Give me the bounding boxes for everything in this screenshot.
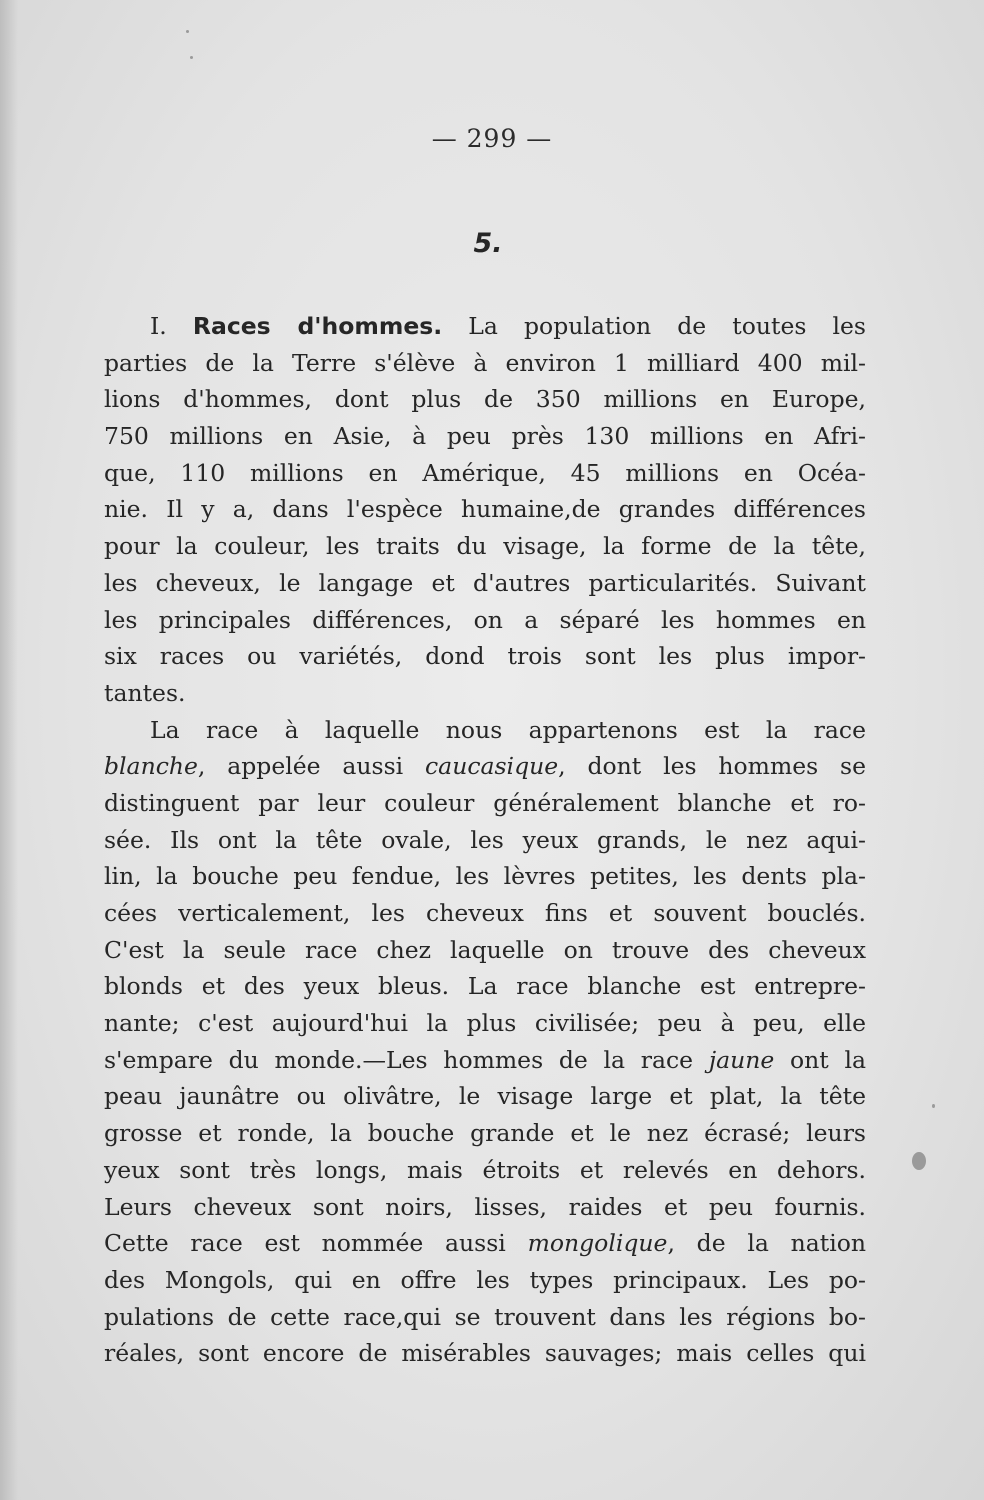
text-line: blanche, appelée aussi caucasique, dont les hommes se <box>104 752 866 781</box>
text-line: nie. Il y a, dans l'espèce humaine,de grandes différences <box>104 495 866 524</box>
text-line: parties de la Terre s'élève à environ 1 milliard 400 mil- <box>104 348 866 377</box>
text-line: s'empare du monde.—Les hommes de la race jaune ont la <box>104 1045 866 1074</box>
section-number: 5. <box>473 228 503 259</box>
text-line: pulations de cette race,qui se trouvent dans les régions bo- <box>104 1302 866 1331</box>
text-line: C'est la seule race chez laquelle on trouve des cheveux <box>104 935 866 964</box>
text-body <box>104 308 866 1372</box>
text-line: Leurs cheveux sont noirs, lisses, raides et peu fournis. <box>104 1192 866 1221</box>
text-line: La race à laquelle nous appartenons est la race <box>150 715 866 744</box>
italic-term: jaune <box>708 1045 775 1074</box>
italic-term: caucasique <box>425 752 559 781</box>
text-line: des Mongols, qui en offre les types principaux. Les po- <box>104 1265 866 1294</box>
text-line: nante; c'est aujourd'hui la plus civilisée; peu à peu, elle <box>104 1009 866 1038</box>
section-heading: Races d'hommes. <box>192 312 443 340</box>
gutter-shadow <box>0 0 18 1500</box>
text-line: distinguent par leur couleur généralement blanche et ro- <box>104 788 866 817</box>
text-line: grosse et ronde, la bouche grande et le nez écrasé; leurs <box>104 1119 866 1148</box>
text-line: cées verticalement, les cheveux fins et souvent bouclés. <box>104 899 866 927</box>
text-line: 750 millions en Asie, à peu près 130 millions en Afri- <box>104 422 866 451</box>
paper-speck <box>912 1152 926 1170</box>
text-line: réales, sont encore de misérables sauvages; mais celles qui <box>104 1339 866 1368</box>
text-line: blonds et des yeux bleus. La race blanche est entrepre- <box>104 972 866 1001</box>
text-line: les principales différences, on a séparé les hommes en <box>104 605 866 634</box>
text-line: Cette race est nommée aussi mongolique, de la nation <box>104 1229 867 1258</box>
text-line: sée. Ils ont la tête ovale, les yeux grands, le nez aqui- <box>104 825 866 854</box>
text-line: tantes. <box>104 678 186 707</box>
text-line: lin, la bouche peu fendue, les lèvres petites, les dents pla- <box>104 862 866 891</box>
text-line: yeux sont très longs, mais étroits et relevés en dehors. <box>104 1155 866 1184</box>
text-line: six races ou variétés, dond trois sont les plus impor- <box>104 642 866 671</box>
text-line: peau jaunâtre ou olivâtre, le visage large et plat, la tête <box>104 1082 866 1111</box>
paper-speck <box>186 30 189 33</box>
text-line: les cheveux, le langage et d'autres particularités. Suivant <box>104 568 866 597</box>
paper-speck <box>932 1104 935 1108</box>
paper-speck <box>190 56 193 59</box>
text-line: I. Races d'hommes. La population de toutes les <box>150 312 866 340</box>
text-line: lions d'hommes, dont plus de 350 millions en Europe, <box>104 385 866 414</box>
text-line: que, 110 millions en Amérique, 45 millions en Océa- <box>104 458 866 487</box>
italic-term: blanche <box>104 752 198 781</box>
italic-term: mongolique <box>527 1229 668 1258</box>
text-line: pour la couleur, les traits du visage, la forme de la tête, <box>104 532 866 561</box>
page-number: — 299 — <box>431 124 553 153</box>
